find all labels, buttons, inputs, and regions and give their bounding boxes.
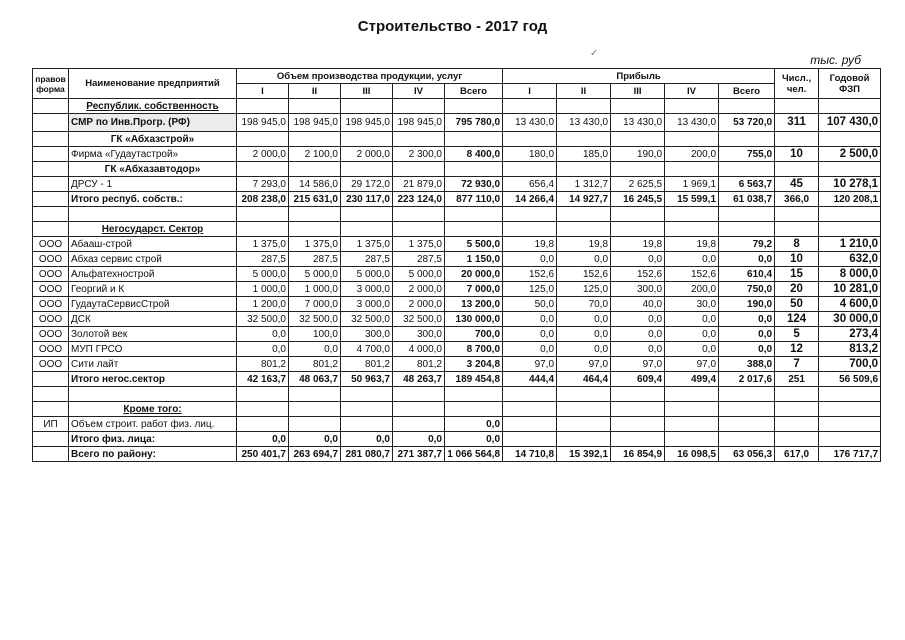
company-name-cell: Абааш-строй	[69, 237, 237, 252]
production-cell: 2 000,0	[393, 282, 445, 297]
header-profit: Прибыль	[503, 69, 775, 84]
total-row	[33, 372, 881, 387]
profit-cell: 61 038,7	[719, 192, 775, 207]
production-cell: 215 631,0	[289, 192, 341, 207]
employee-count-cell: 5	[775, 327, 819, 342]
production-cell: 5 000,0	[341, 267, 393, 282]
production-cell: 0,0	[237, 432, 289, 447]
table-row	[33, 357, 881, 372]
payroll-cell: 30 000,0	[819, 312, 881, 327]
profit-cell: 755,0	[719, 147, 775, 162]
legal-form-cell: ООО	[33, 237, 69, 252]
profit-cell: 0,0	[611, 342, 665, 357]
legal-form-cell	[33, 372, 69, 387]
profit-cell	[719, 417, 775, 432]
production-cell: 281 080,7	[341, 447, 393, 462]
profit-cell: 53 720,0	[719, 114, 775, 132]
production-cell: 5 500,0	[445, 237, 503, 252]
profit-cell: 0,0	[557, 342, 611, 357]
profit-cell: 13 430,0	[557, 114, 611, 132]
company-name-cell: Итого респуб. собств.:	[69, 192, 237, 207]
profit-cell	[503, 432, 557, 447]
production-cell: 801,2	[289, 357, 341, 372]
profit-cell	[665, 432, 719, 447]
profit-cell: 152,6	[611, 267, 665, 282]
production-cell: 1 150,0	[445, 252, 503, 267]
header-count: Числ., чел.	[775, 69, 819, 99]
profit-cell: 0,0	[665, 327, 719, 342]
production-cell: 5 000,0	[237, 267, 289, 282]
employee-count-cell: 366,0	[775, 192, 819, 207]
profit-cell: 14 927,7	[557, 192, 611, 207]
legal-form-cell	[33, 114, 69, 132]
production-cell: 271 387,7	[393, 447, 445, 462]
profit-cell: 0,0	[719, 252, 775, 267]
payroll-cell: 632,0	[819, 252, 881, 267]
production-cell: 3 000,0	[341, 282, 393, 297]
production-cell: 4 700,0	[341, 342, 393, 357]
production-cell: 1 375,0	[237, 237, 289, 252]
production-cell: 48 063,7	[289, 372, 341, 387]
employee-count-cell: 251	[775, 372, 819, 387]
production-cell: 300,0	[393, 327, 445, 342]
company-name-cell: Золотой век	[69, 327, 237, 342]
profit-cell	[503, 417, 557, 432]
payroll-cell: 10 278,1	[819, 177, 881, 192]
production-cell: 263 694,7	[289, 447, 341, 462]
units-label: тыс. руб	[810, 53, 861, 67]
profit-cell: 97,0	[665, 357, 719, 372]
legal-form-cell: ООО	[33, 297, 69, 312]
profit-cell	[557, 432, 611, 447]
blank-row	[33, 387, 881, 402]
header-name: Наименование предприятий	[69, 69, 237, 99]
profit-cell: 19,8	[557, 237, 611, 252]
table-row	[33, 342, 881, 357]
legal-form-cell: ООО	[33, 342, 69, 357]
production-cell: 50 963,7	[341, 372, 393, 387]
production-cell: 0,0	[237, 342, 289, 357]
header-q2: II	[289, 84, 341, 99]
section-row	[33, 162, 881, 177]
profit-cell	[557, 417, 611, 432]
table-row	[33, 177, 881, 192]
profit-cell: 50,0	[503, 297, 557, 312]
profit-cell: 0,0	[665, 342, 719, 357]
profit-cell: 190,0	[719, 297, 775, 312]
employee-count-cell: 311	[775, 114, 819, 132]
profit-cell: 1 969,1	[665, 177, 719, 192]
profit-cell: 0,0	[503, 342, 557, 357]
production-cell: 1 200,0	[237, 297, 289, 312]
production-cell: 1 000,0	[289, 282, 341, 297]
section-nongov: Негосударст. Сектор	[69, 222, 237, 237]
employee-count-cell: 12	[775, 342, 819, 357]
employee-count-cell	[775, 432, 819, 447]
pen-mark: ✓	[590, 48, 599, 59]
profit-cell: 19,8	[665, 237, 719, 252]
profit-cell: 0,0	[611, 312, 665, 327]
employee-count-cell: 10	[775, 252, 819, 267]
legal-form-cell: ООО	[33, 312, 69, 327]
production-cell	[341, 417, 393, 432]
legal-form-cell: ООО	[33, 357, 69, 372]
profit-cell: 656,4	[503, 177, 557, 192]
company-name-cell: СМР по Инв.Прогр. (РФ)	[69, 114, 237, 132]
profit-cell: 70,0	[557, 297, 611, 312]
production-cell: 801,2	[341, 357, 393, 372]
header-profit-q1: I	[503, 84, 557, 99]
profit-cell: 0,0	[503, 252, 557, 267]
production-cell: 14 586,0	[289, 177, 341, 192]
production-cell: 795 780,0	[445, 114, 503, 132]
profit-cell: 79,2	[719, 237, 775, 252]
production-cell: 4 000,0	[393, 342, 445, 357]
production-cell: 29 172,0	[341, 177, 393, 192]
profit-cell: 185,0	[557, 147, 611, 162]
profit-cell: 499,4	[665, 372, 719, 387]
production-cell: 32 500,0	[393, 312, 445, 327]
production-cell	[237, 417, 289, 432]
production-cell: 0,0	[237, 327, 289, 342]
profit-cell: 152,6	[503, 267, 557, 282]
profit-cell: 152,6	[665, 267, 719, 282]
table-row	[33, 147, 881, 162]
production-cell: 7 293,0	[237, 177, 289, 192]
production-cell: 42 163,7	[237, 372, 289, 387]
profit-cell: 15 599,1	[665, 192, 719, 207]
section-row	[33, 222, 881, 237]
company-name-cell: Итого негос.сектор	[69, 372, 237, 387]
company-name-cell: Объем строит. работ физ. лиц.	[69, 417, 237, 432]
production-cell: 5 000,0	[289, 267, 341, 282]
payroll-cell: 56 509,6	[819, 372, 881, 387]
profit-cell: 464,4	[557, 372, 611, 387]
header-fzp: Годовой ФЗП	[819, 69, 881, 99]
company-name-cell: Сити лайт	[69, 357, 237, 372]
profit-cell: 2 625,5	[611, 177, 665, 192]
payroll-cell	[819, 417, 881, 432]
table-row	[33, 312, 881, 327]
production-cell: 250 401,7	[237, 447, 289, 462]
profit-cell: 610,4	[719, 267, 775, 282]
profit-cell: 180,0	[503, 147, 557, 162]
profit-cell: 200,0	[665, 147, 719, 162]
production-cell: 287,5	[237, 252, 289, 267]
profit-cell: 609,4	[611, 372, 665, 387]
production-cell: 287,5	[289, 252, 341, 267]
production-cell: 2 000,0	[393, 297, 445, 312]
company-name-cell: МУП ГРСО	[69, 342, 237, 357]
table-row	[33, 267, 881, 282]
legal-form-cell: ООО	[33, 282, 69, 297]
profit-cell: 0,0	[503, 327, 557, 342]
production-cell: 7 000,0	[445, 282, 503, 297]
production-cell: 3 000,0	[341, 297, 393, 312]
payroll-cell: 120 208,1	[819, 192, 881, 207]
production-cell: 877 110,0	[445, 192, 503, 207]
profit-cell: 40,0	[611, 297, 665, 312]
production-cell: 8 400,0	[445, 147, 503, 162]
production-cell: 0,0	[289, 432, 341, 447]
profit-cell: 152,6	[557, 267, 611, 282]
production-cell: 32 500,0	[289, 312, 341, 327]
header-q3: III	[341, 84, 393, 99]
header-q4: IV	[393, 84, 445, 99]
table-row	[33, 297, 881, 312]
employee-count-cell: 124	[775, 312, 819, 327]
profit-cell: 750,0	[719, 282, 775, 297]
profit-cell: 0,0	[611, 252, 665, 267]
company-name-cell: Георгий и К	[69, 282, 237, 297]
header-profit-q2: II	[557, 84, 611, 99]
production-cell: 3 204,8	[445, 357, 503, 372]
profit-cell: 6 563,7	[719, 177, 775, 192]
legal-form-cell	[33, 177, 69, 192]
profit-cell: 97,0	[503, 357, 557, 372]
profit-cell: 125,0	[557, 282, 611, 297]
production-cell: 208 238,0	[237, 192, 289, 207]
profit-cell: 0,0	[719, 342, 775, 357]
grand-total-row	[33, 447, 881, 462]
payroll-cell: 273,4	[819, 327, 881, 342]
profit-cell: 14 710,8	[503, 447, 557, 462]
production-cell: 2 300,0	[393, 147, 445, 162]
payroll-cell: 700,0	[819, 357, 881, 372]
section-row	[33, 99, 881, 114]
profit-cell: 200,0	[665, 282, 719, 297]
production-cell: 198 945,0	[289, 114, 341, 132]
construction-table	[32, 68, 881, 462]
profit-cell: 15 392,1	[557, 447, 611, 462]
profit-cell: 0,0	[557, 312, 611, 327]
legal-form-cell	[33, 192, 69, 207]
company-name-cell: Всего по району:	[69, 447, 237, 462]
legal-form-cell	[33, 147, 69, 162]
profit-cell: 30,0	[665, 297, 719, 312]
profit-cell: 444,4	[503, 372, 557, 387]
production-cell: 1 000,0	[237, 282, 289, 297]
employee-count-cell: 20	[775, 282, 819, 297]
section-republic: Республик. собственность	[69, 99, 237, 114]
profit-cell	[665, 417, 719, 432]
profit-cell: 190,0	[611, 147, 665, 162]
production-cell: 0,0	[289, 342, 341, 357]
profit-cell: 0,0	[557, 327, 611, 342]
section-gk-stroy: ГК «Абхазстрой»	[69, 132, 237, 147]
profit-cell: 16 098,5	[665, 447, 719, 462]
table-row	[33, 252, 881, 267]
profit-cell: 63 056,3	[719, 447, 775, 462]
profit-cell: 125,0	[503, 282, 557, 297]
production-cell: 801,2	[237, 357, 289, 372]
production-cell: 223 124,0	[393, 192, 445, 207]
profit-cell: 13 430,0	[611, 114, 665, 132]
section-row	[33, 402, 881, 417]
production-cell: 13 200,0	[445, 297, 503, 312]
production-cell: 2 100,0	[289, 147, 341, 162]
company-name-cell: Абхаз сервис строй	[69, 252, 237, 267]
production-cell: 32 500,0	[341, 312, 393, 327]
production-cell: 20 000,0	[445, 267, 503, 282]
production-cell: 0,0	[445, 432, 503, 447]
payroll-cell: 2 500,0	[819, 147, 881, 162]
production-cell: 130 000,0	[445, 312, 503, 327]
section-except: Кроме того:	[69, 402, 237, 417]
payroll-cell: 176 717,7	[819, 447, 881, 462]
profit-cell: 16 245,5	[611, 192, 665, 207]
profit-cell: 19,8	[503, 237, 557, 252]
production-cell: 72 930,0	[445, 177, 503, 192]
production-cell	[289, 417, 341, 432]
employee-count-cell: 7	[775, 357, 819, 372]
legal-form-cell	[33, 447, 69, 462]
profit-cell: 16 854,9	[611, 447, 665, 462]
production-cell: 100,0	[289, 327, 341, 342]
profit-cell: 0,0	[665, 252, 719, 267]
profit-cell: 14 266,4	[503, 192, 557, 207]
employee-count-cell: 10	[775, 147, 819, 162]
production-cell: 48 263,7	[393, 372, 445, 387]
company-name-cell: Альфатехнострой	[69, 267, 237, 282]
table-row	[33, 282, 881, 297]
legal-form-cell	[33, 432, 69, 447]
payroll-cell: 107 430,0	[819, 114, 881, 132]
payroll-cell: 10 281,0	[819, 282, 881, 297]
table-row	[33, 237, 881, 252]
profit-cell: 0,0	[503, 312, 557, 327]
production-cell: 287,5	[393, 252, 445, 267]
profit-cell	[611, 432, 665, 447]
legal-form-cell: ООО	[33, 327, 69, 342]
header-profit-q3: III	[611, 84, 665, 99]
payroll-cell: 1 210,0	[819, 237, 881, 252]
section-row	[33, 132, 881, 147]
production-cell: 0,0	[393, 432, 445, 447]
employee-count-cell: 617,0	[775, 447, 819, 462]
profit-cell: 300,0	[611, 282, 665, 297]
company-name-cell: Фирма «Гудаутастрой»	[69, 147, 237, 162]
header-profit-q4: IV	[665, 84, 719, 99]
legal-form-cell: ООО	[33, 267, 69, 282]
profit-cell: 97,0	[611, 357, 665, 372]
production-cell: 32 500,0	[237, 312, 289, 327]
company-name-cell: Итого физ. лица:	[69, 432, 237, 447]
header-production: Объем производства продукции, услуг	[237, 69, 503, 84]
production-cell: 189 454,8	[445, 372, 503, 387]
payroll-cell	[819, 432, 881, 447]
payroll-cell: 4 600,0	[819, 297, 881, 312]
profit-cell: 97,0	[557, 357, 611, 372]
table-row	[33, 114, 881, 132]
production-cell: 1 066 564,8	[445, 447, 503, 462]
profit-cell: 0,0	[611, 327, 665, 342]
production-cell: 1 375,0	[341, 237, 393, 252]
header-form: правов форма	[33, 69, 69, 99]
profit-cell: 13 430,0	[503, 114, 557, 132]
production-cell: 198 945,0	[237, 114, 289, 132]
table-row	[33, 417, 881, 432]
profit-cell: 388,0	[719, 357, 775, 372]
profit-cell: 0,0	[719, 312, 775, 327]
company-name-cell: ДСК	[69, 312, 237, 327]
header-q1: I	[237, 84, 289, 99]
blank-row	[33, 207, 881, 222]
employee-count-cell: 50	[775, 297, 819, 312]
production-cell: 2 000,0	[341, 147, 393, 162]
profit-cell: 19,8	[611, 237, 665, 252]
production-cell: 230 117,0	[341, 192, 393, 207]
production-cell: 5 000,0	[393, 267, 445, 282]
employee-count-cell: 8	[775, 237, 819, 252]
payroll-cell: 8 000,0	[819, 267, 881, 282]
total-row	[33, 192, 881, 207]
production-cell: 7 000,0	[289, 297, 341, 312]
profit-cell: 13 430,0	[665, 114, 719, 132]
production-cell: 1 375,0	[289, 237, 341, 252]
table-row	[33, 327, 881, 342]
legal-form-cell: ИП	[33, 417, 69, 432]
legal-form-cell: ООО	[33, 252, 69, 267]
header-total: Всего	[445, 84, 503, 99]
total-row	[33, 432, 881, 447]
production-cell: 300,0	[341, 327, 393, 342]
production-cell: 0,0	[445, 417, 503, 432]
company-name-cell: ДРСУ - 1	[69, 177, 237, 192]
section-gk-avtodor: ГК «Абхазавтодор»	[69, 162, 237, 177]
production-cell: 8 700,0	[445, 342, 503, 357]
production-cell: 21 879,0	[393, 177, 445, 192]
company-name-cell: ГудаутаСервисСтрой	[69, 297, 237, 312]
profit-cell: 0,0	[719, 327, 775, 342]
production-cell	[393, 417, 445, 432]
employee-count-cell: 45	[775, 177, 819, 192]
production-cell: 198 945,0	[341, 114, 393, 132]
production-cell: 198 945,0	[393, 114, 445, 132]
employee-count-cell: 15	[775, 267, 819, 282]
header-profit-total: Всего	[719, 84, 775, 99]
profit-cell: 1 312,7	[557, 177, 611, 192]
employee-count-cell	[775, 417, 819, 432]
page-title: Строительство - 2017 год	[357, 18, 548, 35]
production-cell: 1 375,0	[393, 237, 445, 252]
payroll-cell: 813,2	[819, 342, 881, 357]
production-cell: 700,0	[445, 327, 503, 342]
production-cell: 0,0	[341, 432, 393, 447]
profit-cell: 0,0	[557, 252, 611, 267]
profit-cell	[611, 417, 665, 432]
production-cell: 801,2	[393, 357, 445, 372]
production-cell: 287,5	[341, 252, 393, 267]
profit-cell: 2 017,6	[719, 372, 775, 387]
profit-cell: 0,0	[665, 312, 719, 327]
profit-cell	[719, 432, 775, 447]
production-cell: 2 000,0	[237, 147, 289, 162]
